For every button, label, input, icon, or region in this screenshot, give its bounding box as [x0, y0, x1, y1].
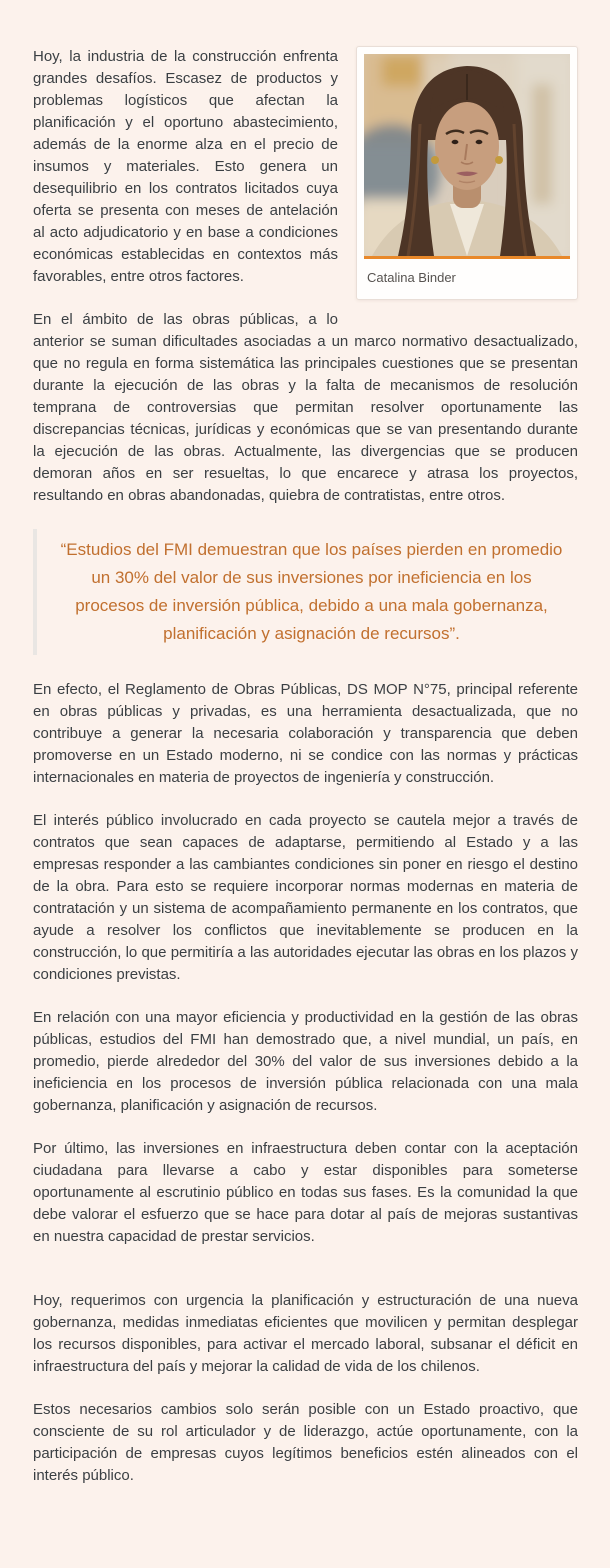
article-paragraph-7: Hoy, requerimos con urgencia la planificación y estructuración de una nueva gobernanza, medidas inmediatas eficientes que movilicen y permitan desplegar los recursos disponibles, para activar el mercado laboral, subsanar el déficit en infraestructura del país y mejorar la calidad de vida de los chilenos.: [33, 1292, 578, 1375]
author-photo: [364, 54, 570, 256]
article-paragraph-3: En efecto, el Reglamento de Obras Públicas, DS MOP N°75, principal referente en obras públicas y privadas, es una herramienta desactualizada, que no contribuye a generar la necesaria colaboración y transparencia que deben promoverse en un Estado moderno, ni se condice con las normas y prácticas internacionales en materia de proyectos de ingeniería y construcción.: [33, 681, 578, 786]
pull-quote-text: “Estudios del FMI demuestran que los países pierden en promedio un 30% del valor de sus inversiones por ineficiencia en los procesos de inversión pública, debido a una mala gobernanza, planificación y asignación de recursos”.: [60, 540, 563, 643]
article-paragraph-6: Por último, las inversiones en infraestructura deben contar con la aceptación ciudadana para llevarse a cabo y estar disponibles para someterse oportunamente al escrutinio público en todas sus fases. Es la comunidad la que debe valorar el esfuerzo que se hace para dotar al país de mejoras sustantivas en nuestra capacidad de prestar servicios.: [33, 1140, 578, 1245]
author-photo-card: [356, 46, 578, 300]
article-paragraph-5: En relación con una mayor eficiencia y productividad en la gestión de las obras públicas, estudios del FMI han demostrado que, a nivel mundial, un país, en promedio, pierde alrededor del 30% del valor de sus inversiones debido a la ineficiencia en los procesos de inversión pública relacionada con una mala gobernanza, planificación y asignación de recursos.: [33, 1009, 578, 1114]
opinion-article: [33, 46, 578, 1487]
author-photo-caption: Catalina Binder: [367, 270, 456, 285]
pull-quote: [33, 529, 578, 655]
author-photo-frame: [364, 54, 570, 259]
article-paragraph-4: El interés público involucrado en cada proyecto se cautela mejor a través de contratos que sean capaces de adaptarse, permitiendo al Estado y a las empresas responder a las cambiantes condiciones sin poner en riesgo el destino de la obra. Para esto se requiere incorporar normas modernas en materia de contratación y un sistema de acompañamiento permanente en los contratos, que ayude a resolver los conflictos que inevitablemente se producen en la construcción, lo que permitiría a las autoridades ejecutar las obras en los plazos y condiciones previstas.: [33, 812, 578, 983]
article-paragraph-8: Estos necesarios cambios solo serán posible con un Estado proactivo, que consciente de su rol articulador y de liderazgo, actúe oportunamente, con la participación de empresas cuyos legítimos beneficios estén alineados con el interés público.: [33, 1401, 578, 1484]
article-paragraph-2: En el ámbito de las obras públicas, a lo anterior se suman dificultades asociadas a un marco normativo desactualizado, que no regula en forma sistemática las principales cuestiones que se presentan durante la ejecución de las obras y la falta de mecanismos de resolución temprana de controversias que permitan resolver oportunamente las discrepancias técnicas, jurídicas y económicas que se van presentando durante la ejecución de las obras. Actualmente, las divergencias que se producen demoran años en ser resueltas, lo que encarece y atrasa los proyectos, resultando en obras abandonadas, quiebra de contratistas, entre otros.: [33, 311, 578, 504]
article-paragraph-1: Hoy, la industria de la construcción enfrenta grandes desafíos. Escasez de productos y problemas logísticos que afectan la planificación y el oportuno abastecimiento, además de la enorme alza en el precio de insumos y materiales. Esto genera un desequilibrio en los contratos licitados cuya oferta se presenta con meses de antelación al acto adjudicatorio y en base a condiciones económicas establecidas en contextos más favorables, entre otros factores.: [33, 48, 338, 285]
